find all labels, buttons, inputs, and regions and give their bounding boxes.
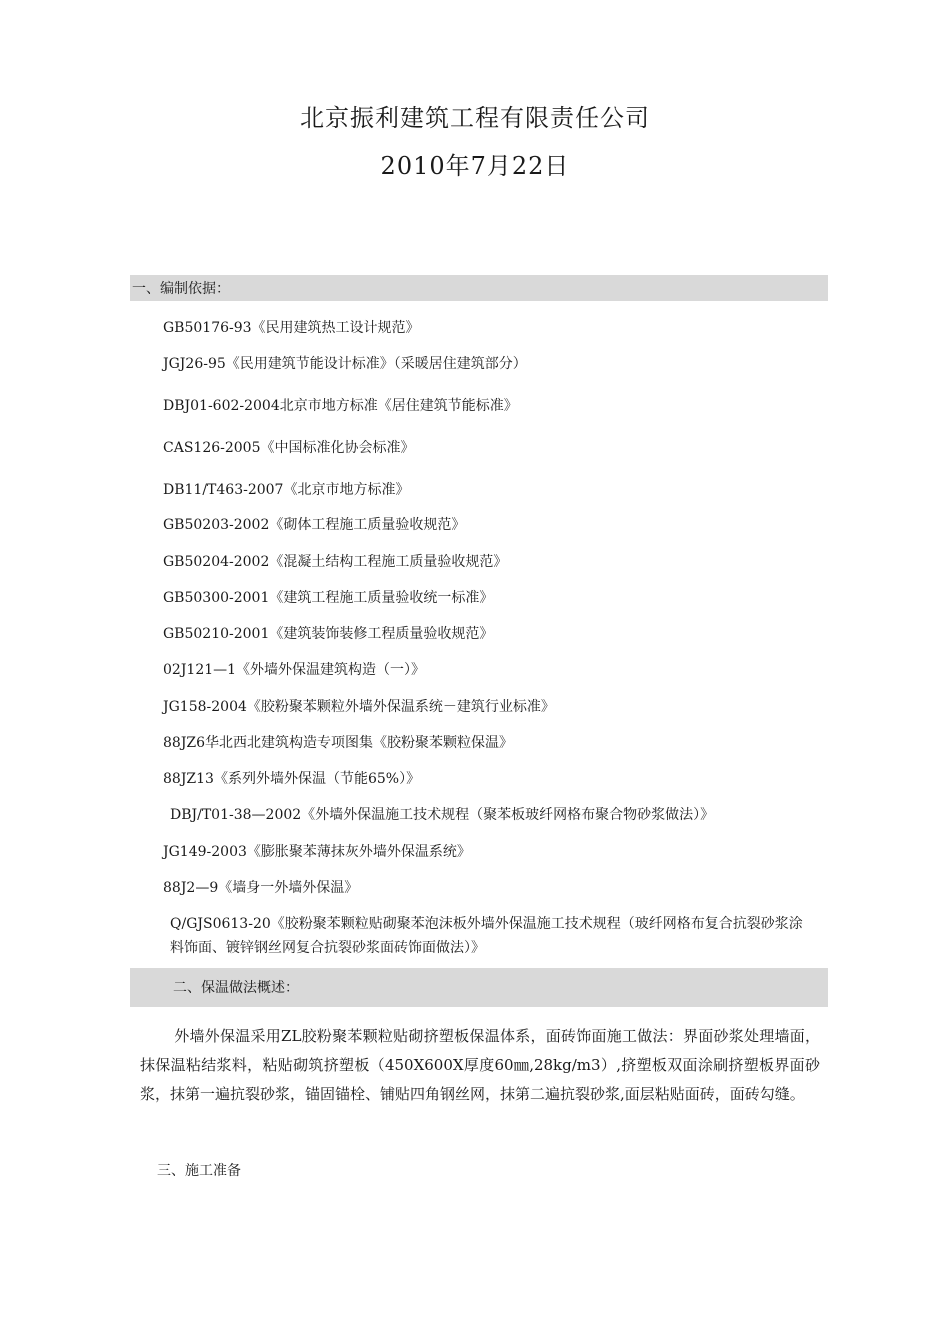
reference-item: 88JZ6华北西北建筑构造专项图集《胶粉聚苯颗粒保温》 [163,735,514,751]
reference-item: JG149-2003《膨胀聚苯薄抹灰外墙外保温系统》 [163,844,471,860]
section-title-preparation: 三、施工准备 [157,1163,241,1179]
reference-item: 02J121—1《外墙外保温建筑构造（一）》 [163,662,426,678]
overview-text: 外墙外保温采用ZL胶粉聚苯颗粒贴砌挤塑板保温体系，面砖饰面施工做法：界面砂浆处理墙面，抹保温粘结浆料，粘贴砌筑挤塑板（450X600X厚度60㎜,28kg/m3）,挤塑板双面涂刷挤塑板界面砂浆，抹第一遍抗裂砂浆，锚固锚栓、铺贴四角钢丝网，抹第二遍抗裂砂浆,面层粘贴面砖，面砖勾缝。 [140,1027,820,1103]
reference-item: JGJ26-95《民用建筑节能设计标准》（采暖居住建筑部分） [163,356,527,372]
reference-item: JG158-2004《胶粉聚苯颗粒外墙外保温系统－建筑行业标准》 [163,699,555,715]
section-header-overview [130,968,828,1007]
reference-item: CAS126-2005《中国标准化协会标准》 [163,440,415,456]
company-name: 北京振利建筑工程有限责任公司 [300,104,650,132]
section-title: 一、编制依据： [132,281,230,297]
reference-item: GB50176-93《民用建筑热工设计规范》 [163,320,420,336]
reference-item: GB50204-2002《混凝土结构工程施工质量验收规范》 [163,554,508,570]
overview-paragraph [140,1022,820,1109]
reference-item: 88JZ13《系列外墙外保温（节能65%）》 [163,771,421,787]
reference-item: 88J2—9《墙身一外墙外保温》 [163,880,359,896]
section-header-basis [130,275,828,301]
reference-item: DB11/T463-2007《北京市地方标准》 [163,482,410,498]
reference-item: DBJ/T01-38—2002《外墙外保温施工技术规程（聚苯板玻纤网格布聚合物砂浆做法）》 [170,807,715,823]
reference-item: DBJ01-602-2004北京市地方标准《居住建筑节能标准》 [163,398,518,414]
reference-item: GB50210-2001《建筑装饰装修工程质量验收规范》 [163,626,494,642]
reference-item: GB50300-2001《建筑工程施工质量验收统一标准》 [163,590,494,606]
section-title: 二、保温做法概述： [173,980,299,996]
reference-item: GB50203-2002《砌体工程施工质量验收规范》 [163,517,466,533]
document-date: 2010年7月22日 [380,152,570,180]
reference-item: Q/GJS0613-20《胶粉聚苯颗粒贴砌聚苯泡沫板外墙外保温施工技术规程（玻纤网格布复合抗裂砂浆涂料饰面、镀锌钢丝网复合抗裂砂浆面砖饰面做法）》 [170,916,803,956]
